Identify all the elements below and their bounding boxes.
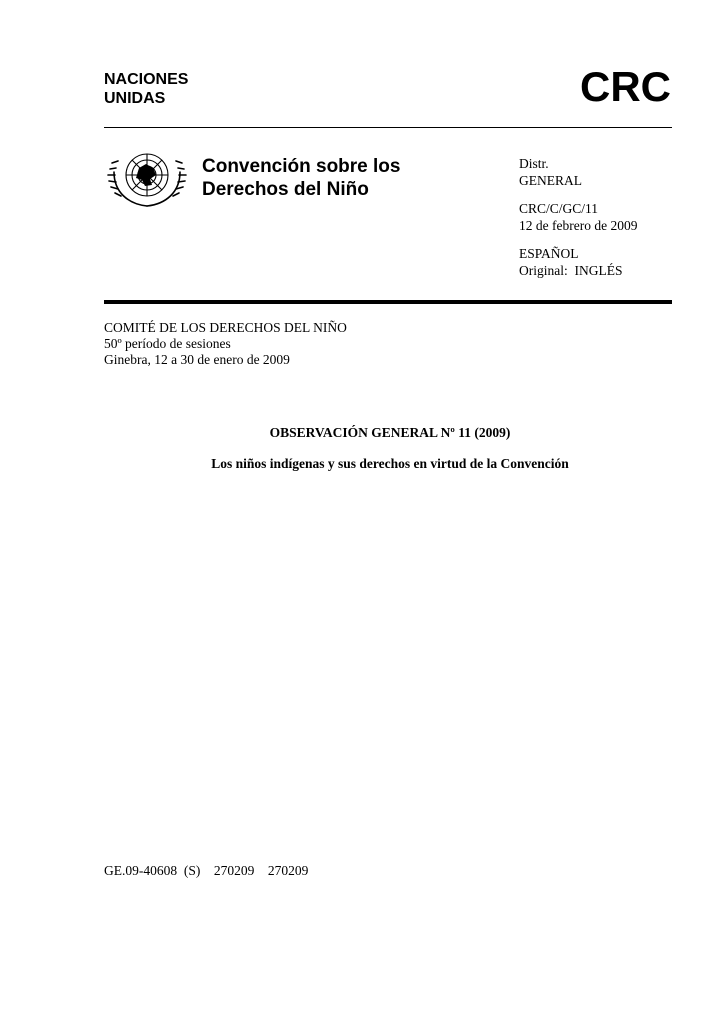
document-title: OBSERVACIÓN GENERAL Nº 11 (2009): [269, 425, 511, 440]
committee-session: 50º período de sesiones: [104, 336, 231, 351]
document-subtitle: Los niños indígenas y sus derechos en virtud de la Convención: [211, 456, 569, 471]
original-language: Original: INGLÉS: [519, 263, 623, 278]
job-number: GE.09-40608 (S) 270209 270209: [104, 863, 309, 878]
convention-title: [202, 155, 400, 201]
document-symbol: CRC/C/GC/11: [519, 201, 599, 216]
org-line-1: NACIONES: [104, 71, 189, 88]
document-reference: [519, 200, 637, 234]
document-date: 12 de febrero de 2009: [519, 218, 638, 233]
un-emblem-icon: [106, 142, 188, 212]
header-divider: [104, 127, 672, 128]
distribution-block: [519, 155, 637, 290]
distribution-status: [519, 155, 637, 189]
org-line-2: UNIDAS: [104, 90, 166, 107]
convention-title-line-2: Derechos del Niño: [202, 179, 369, 200]
document-language: ESPAÑOL: [519, 246, 579, 261]
convention-title-line-1: Convención sobre los: [202, 156, 401, 177]
committee-block: [104, 320, 347, 368]
header-thick-divider: [104, 300, 672, 304]
organization-name: [104, 70, 188, 108]
committee-name: COMITÉ DE LOS DERECHOS DEL NIÑO: [104, 320, 347, 335]
committee-place-dates: Ginebra, 12 a 30 de enero de 2009: [104, 352, 290, 367]
language-info: [519, 245, 637, 279]
distr-label: Distr.: [519, 156, 549, 171]
distr-general: GENERAL: [519, 173, 582, 188]
document-series-code: CRC: [580, 63, 671, 110]
